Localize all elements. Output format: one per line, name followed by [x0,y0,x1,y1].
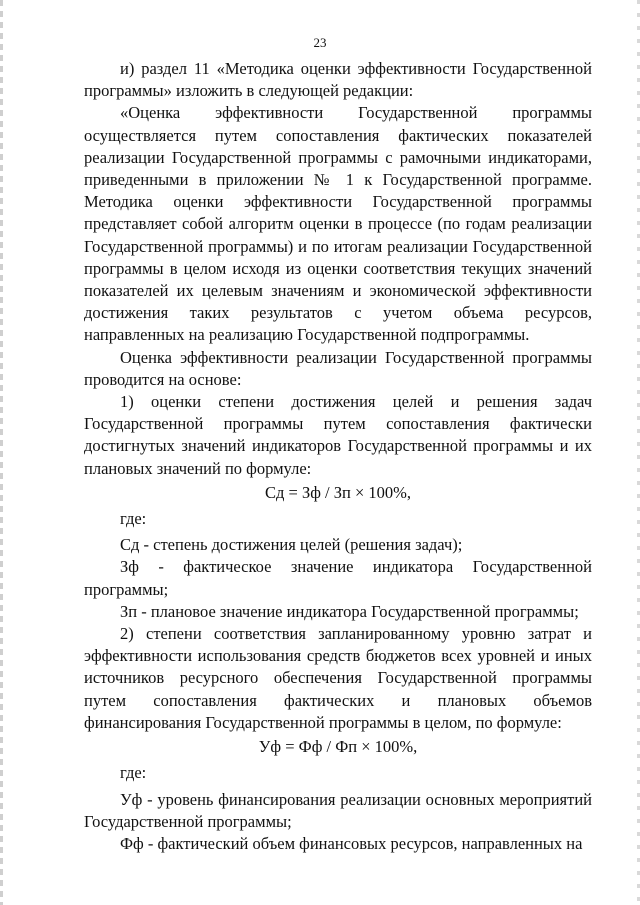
paragraph-assessment-basis: Оценка эффективности реализации Государственной программы проводится на основе: [84,347,592,389]
where-label-1: где: [120,509,147,529]
paragraph-item-2: 2) степени соответствия запланированному уровню затрат и эффективности использования средств бюджетов всех уровней и иных источников ресурсного обеспечения Государственной программы путем сопоставления фактических и плановых объемов финансирования Государственной программы в целом, по формуле: [84,624,592,732]
paragraph-methodology: «Оценка эффективности Государственной программы осуществляется путем сопоставления фактических показателей реализации Государственной программы с рамочными индикаторами, приведенными в приложении № 1 к Государственной программе. Методика оценки эффективности Государственной программы представляет собой алгоритм оценки в процессе (по годам реализации Государственной программы) и по итогам реализации Государственной программы в целом исходя из оценки соответствия текущих значений показателей их целевым значениям и экономической эффективности достижения таких результатов с учетом объема ресурсов, направленных на реализацию Государственной подпрограммы. [84,103,592,345]
paragraph-intro: и) раздел 11 «Методика оценки эффективности Государственной программы» изложить в следующей редакции: [84,59,592,101]
definition-zp: Зп - плановое значение индикатора Государственной программы; [120,601,579,621]
formula-funding-level: Уф = Фф / Фп × 100%, [258,737,418,757]
definition-zf: Зф - фактическое значение индикатора Государственной программы; [84,557,592,599]
definition-ff: Фф - фактический объем финансовых ресурсов, направленных на [120,833,583,853]
where-label-2: где: [120,763,147,783]
definition-uf: Уф - уровень финансирования реализации основных мероприятий Государственной программы; [84,789,592,831]
document-body [84,58,592,855]
formula-achievement-degree: Сд = Зф / Зп × 100%, [264,482,412,502]
scan-edge-left [0,0,3,905]
paragraph-item-1: 1) оценки степени достижения целей и решения задач Государственной программы путем сопоставления фактически достигнутых значений индикаторов Государственной программы и их плановых значений по формуле: [84,392,592,478]
definition-sd: Сд - степень достижения целей (решения задач); [120,535,463,555]
page-number: 23 [313,35,327,50]
